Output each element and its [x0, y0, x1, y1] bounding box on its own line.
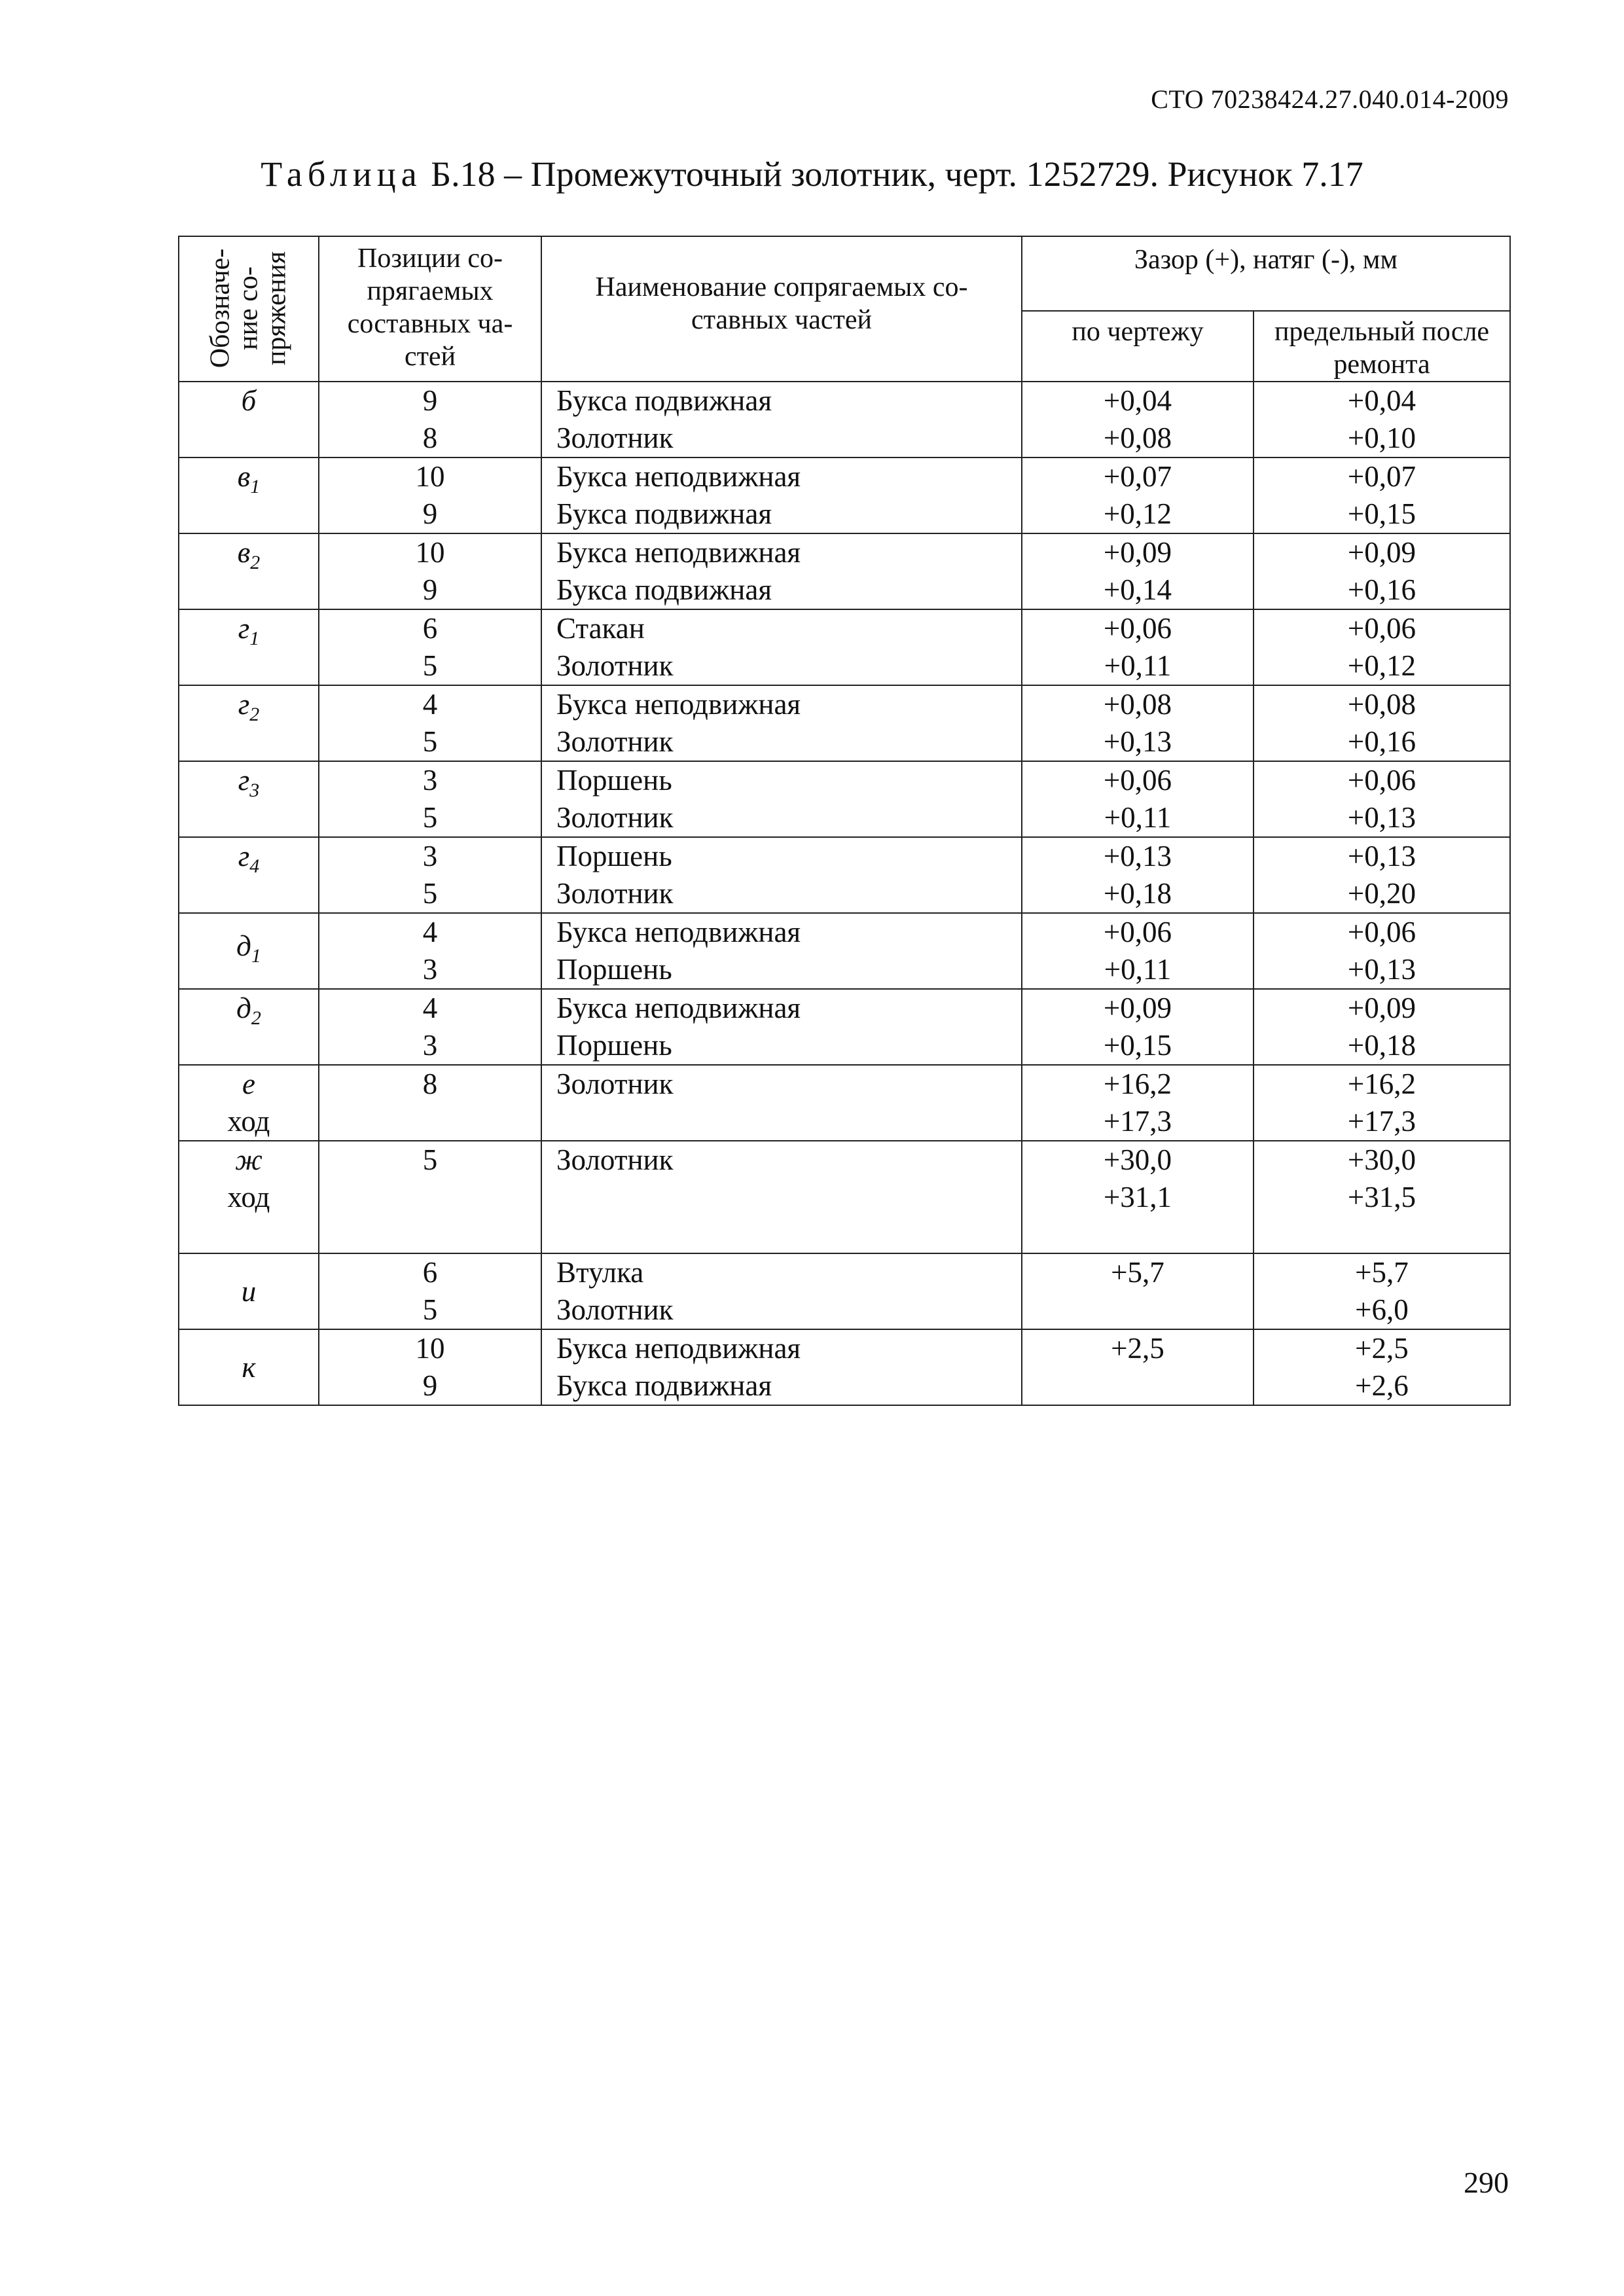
- gap-limit-line: +0,06: [1347, 764, 1416, 797]
- gap-by-drawing-cell: [1022, 533, 1254, 609]
- designation-cell: [179, 1253, 319, 1329]
- designation-mark: и: [241, 1274, 257, 1308]
- part-name-cell: [541, 837, 1022, 913]
- gap-by-drawing-line: [1022, 1291, 1253, 1329]
- designation-subscript: 2: [250, 552, 261, 573]
- gap-limit-cell: [1254, 989, 1510, 1065]
- part-name-line: Букса неподвижная: [556, 460, 801, 493]
- part-name-cell: [541, 761, 1022, 837]
- position-line: 3: [422, 840, 438, 872]
- designation-subscript: 1: [250, 476, 261, 497]
- gap-by-drawing-line: +17,3: [1103, 1105, 1172, 1138]
- gap-by-drawing-line: +0,14: [1103, 573, 1172, 606]
- table-row: [179, 989, 1510, 1065]
- designation-subscript: 1: [251, 945, 261, 967]
- gap-by-drawing-line: +0,08: [1103, 422, 1172, 454]
- part-name-cell: [541, 533, 1022, 609]
- gap-limit-line: +0,10: [1347, 422, 1416, 454]
- header-gap-group-text: Зазор (+), натяг (-), мм: [1134, 245, 1398, 275]
- part-name-cell: [541, 1253, 1022, 1329]
- header-limit: [1254, 311, 1510, 382]
- designation-cell: [179, 1329, 319, 1405]
- designation-cell: [179, 382, 319, 457]
- gap-by-drawing-line: +16,2: [1103, 1067, 1172, 1100]
- designation-cell: [179, 533, 319, 609]
- part-name-line: Поршень: [556, 953, 672, 986]
- position-cell: [319, 1065, 541, 1141]
- gap-limit-cell: [1254, 761, 1510, 837]
- gap-by-drawing-line: +5,7: [1111, 1256, 1164, 1289]
- designation-mark: г: [238, 764, 250, 797]
- table-row: [179, 761, 1510, 837]
- gap-limit-line: +0,13: [1347, 840, 1416, 872]
- position-line: 5: [422, 877, 438, 910]
- position-line: 5: [422, 725, 438, 758]
- gap-limit-cell: [1254, 837, 1510, 913]
- document-code: СТО 70238424.27.040.014-2009: [1151, 84, 1509, 114]
- gap-limit-line: +0,16: [1347, 725, 1416, 758]
- designation-subscript: 4: [249, 855, 260, 877]
- position-cell: [319, 685, 541, 761]
- gap-limit-line: +0,06: [1347, 612, 1416, 645]
- position-cell: [319, 1253, 541, 1329]
- gap-limit-line: +0,07: [1347, 460, 1416, 493]
- gap-by-drawing-cell: [1022, 1141, 1254, 1253]
- gap-by-drawing-line: +0,09: [1103, 536, 1172, 569]
- position-cell: [319, 913, 541, 989]
- table-title-text: Б.18 – Промежуточный золотник, черт. 1252729. Рисунок 7.17: [422, 154, 1363, 194]
- gap-by-drawing-line: +0,18: [1103, 877, 1172, 910]
- table-row: [179, 609, 1510, 685]
- part-name-line: Золотник: [556, 1067, 674, 1100]
- designation-cell: [179, 685, 319, 761]
- part-name-cell: [541, 382, 1022, 457]
- gap-by-drawing-cell: [1022, 837, 1254, 913]
- part-name-line: [556, 1103, 1021, 1140]
- part-name-line: Поршень: [556, 1029, 672, 1062]
- part-name-line: Букса подвижная: [556, 1369, 772, 1402]
- part-name-cell: [541, 1065, 1022, 1141]
- gap-by-drawing-line: +0,13: [1103, 840, 1172, 872]
- gap-by-drawing-line: +30,0: [1103, 1143, 1172, 1176]
- position-line: 3: [422, 953, 438, 986]
- gap-limit-line: +0,08: [1347, 688, 1416, 721]
- designation-mark: г: [238, 840, 250, 872]
- gap-by-drawing-line: +0,09: [1103, 992, 1172, 1024]
- designation-cell: [179, 1141, 319, 1253]
- gap-limit-line: +0,06: [1347, 916, 1416, 948]
- designation-mark: ж: [235, 1143, 262, 1176]
- table-row: [179, 457, 1510, 533]
- gap-by-drawing-cell: [1022, 761, 1254, 837]
- position-line: 4: [422, 916, 438, 948]
- gap-limit-line: +16,2: [1347, 1067, 1416, 1100]
- gap-by-drawing-cell: [1022, 1253, 1254, 1329]
- gap-limit-line: +0,04: [1347, 384, 1416, 417]
- position-line: 5: [422, 1143, 438, 1176]
- gap-by-drawing-cell: [1022, 457, 1254, 533]
- header-name: [541, 236, 1022, 382]
- position-line: 5: [422, 1293, 438, 1326]
- part-name-cell: [541, 685, 1022, 761]
- designation-mark: г: [238, 688, 250, 721]
- gap-by-drawing-line: +0,11: [1104, 649, 1172, 682]
- gap-by-drawing-line: +0,13: [1103, 725, 1172, 758]
- gap-by-drawing-cell: [1022, 685, 1254, 761]
- gap-by-drawing-line: +0,15: [1103, 1029, 1172, 1062]
- gap-by-drawing-line: +0,12: [1103, 497, 1172, 530]
- gap-limit-cell: [1254, 1065, 1510, 1141]
- position-cell: [319, 533, 541, 609]
- part-name-line: [556, 1179, 1021, 1216]
- position-line: [319, 1179, 541, 1216]
- part-name-line: Букса неподвижная: [556, 916, 801, 948]
- designation-mark: г: [238, 612, 250, 645]
- gap-by-drawing-cell: [1022, 989, 1254, 1065]
- gap-limit-line: +0,12: [1347, 649, 1416, 682]
- designation-cell: [179, 1065, 319, 1141]
- gap-limit-line: +0,15: [1347, 497, 1416, 530]
- clearance-table: [178, 236, 1511, 1406]
- gap-by-drawing-cell: [1022, 609, 1254, 685]
- position-line: 9: [422, 384, 438, 417]
- part-name-line: Золотник: [556, 422, 674, 454]
- gap-by-drawing-line: +0,11: [1104, 801, 1172, 834]
- designation-cell: [179, 913, 319, 989]
- header-designation-text: Обозначе-ние со-пряжения: [205, 248, 292, 368]
- position-line: 3: [422, 764, 438, 797]
- gap-by-drawing-cell: [1022, 1065, 1254, 1141]
- header-positions-text: Позиции со-прягаемых составных ча-стей: [347, 243, 513, 372]
- part-name-line: Золотник: [556, 649, 674, 682]
- gap-limit-cell: [1254, 913, 1510, 989]
- gap-limit-line: +0,16: [1347, 573, 1416, 606]
- part-name-line: Букса подвижная: [556, 497, 772, 530]
- position-line: 10: [415, 1332, 445, 1365]
- part-name-cell: [541, 609, 1022, 685]
- position-cell: [319, 1329, 541, 1405]
- gap-limit-cell: [1254, 457, 1510, 533]
- gap-limit-line: +0,20: [1347, 877, 1416, 910]
- table-body: [179, 382, 1510, 1405]
- part-name-line: Стакан: [556, 612, 645, 645]
- gap-limit-line: +0,09: [1347, 992, 1416, 1024]
- gap-by-drawing-line: +0,07: [1103, 460, 1172, 493]
- position-line: 5: [422, 801, 438, 834]
- position-line: 8: [422, 1067, 438, 1100]
- gap-by-drawing-line: [1022, 1367, 1253, 1405]
- gap-by-drawing-line: +0,08: [1103, 688, 1172, 721]
- gap-limit-line: +2,6: [1355, 1369, 1409, 1402]
- header-gap-group: [1022, 236, 1510, 311]
- position-line: 3: [422, 1029, 438, 1062]
- designation-subscript: 3: [249, 780, 260, 801]
- gap-limit-line: +6,0: [1355, 1293, 1409, 1326]
- position-cell: [319, 989, 541, 1065]
- position-line: 4: [422, 992, 438, 1024]
- gap-limit-cell: [1254, 685, 1510, 761]
- designation-mark: е: [242, 1067, 255, 1100]
- position-line: 6: [422, 612, 438, 645]
- part-name-line: Букса неподвижная: [556, 688, 801, 721]
- part-name-line: Букса подвижная: [556, 384, 772, 417]
- part-name-cell: [541, 989, 1022, 1065]
- part-name-line: Поршень: [556, 840, 672, 872]
- part-name-cell: [541, 1141, 1022, 1253]
- part-name-line: Золотник: [556, 1293, 674, 1326]
- header-limit-text: предельный после ремонта: [1274, 317, 1490, 380]
- designation-mark: б: [241, 384, 257, 417]
- part-name-line: Букса неподвижная: [556, 992, 801, 1024]
- gap-by-drawing-line: +0,04: [1103, 384, 1172, 417]
- header-positions: [319, 236, 541, 382]
- gap-limit-line: +17,3: [1347, 1105, 1416, 1138]
- gap-by-drawing-cell: [1022, 913, 1254, 989]
- part-name-line: Букса неподвижная: [556, 1332, 801, 1365]
- header-by-drawing-text: по чертежу: [1072, 317, 1204, 347]
- header-by-drawing: [1022, 311, 1254, 382]
- gap-limit-cell: [1254, 382, 1510, 457]
- designation-cell: [179, 761, 319, 837]
- part-name-cell: [541, 913, 1022, 989]
- table-row: [179, 533, 1510, 609]
- table-title-prefix: Таблица: [261, 154, 422, 194]
- designation-mark: д: [236, 929, 251, 962]
- position-line: 5: [422, 649, 438, 682]
- position-line: [319, 1103, 541, 1140]
- table-row: [179, 1329, 1510, 1405]
- part-name-cell: [541, 457, 1022, 533]
- position-line: 9: [422, 497, 438, 530]
- part-name-line: Золотник: [556, 801, 674, 834]
- designation-cell: [179, 989, 319, 1065]
- page-number: 290: [1464, 2166, 1509, 2199]
- gap-limit-cell: [1254, 1253, 1510, 1329]
- part-name-line: Поршень: [556, 764, 672, 797]
- table-row: [179, 837, 1510, 913]
- part-name-line: Золотник: [556, 725, 674, 758]
- gap-limit-line: +30,0: [1347, 1143, 1416, 1176]
- position-line: 4: [422, 688, 438, 721]
- table-title: [0, 154, 1624, 194]
- table-row: [179, 382, 1510, 457]
- part-name-line: Золотник: [556, 877, 674, 910]
- designation-subscript: 2: [251, 1007, 261, 1029]
- part-name-line: Букса неподвижная: [556, 536, 801, 569]
- designation-mark: д: [236, 992, 251, 1024]
- gap-limit-line: +0,18: [1347, 1029, 1416, 1062]
- header-name-text: Наименование сопрягаемых со-ставных частей: [595, 272, 968, 335]
- gap-limit-line: +5,7: [1355, 1256, 1409, 1289]
- gap-limit-line: +31,5: [1347, 1181, 1416, 1213]
- position-line: 6: [422, 1256, 438, 1289]
- gap-limit-line: +0,09: [1347, 536, 1416, 569]
- position-cell: [319, 457, 541, 533]
- designation-subscript: 2: [249, 704, 260, 725]
- designation-mark: в: [237, 460, 251, 493]
- table-row: [179, 1253, 1510, 1329]
- position-line: 10: [415, 536, 445, 569]
- position-line: 9: [422, 573, 438, 606]
- designation-subscript: 1: [249, 628, 260, 649]
- gap-by-drawing-line: +2,5: [1111, 1332, 1164, 1365]
- gap-by-drawing-line: +0,11: [1104, 953, 1172, 986]
- position-line: 8: [422, 422, 438, 454]
- gap-by-drawing-cell: [1022, 382, 1254, 457]
- position-cell: [319, 837, 541, 913]
- designation-cell: [179, 457, 319, 533]
- header-designation: [179, 236, 319, 382]
- table-row: [179, 685, 1510, 761]
- table-row: [179, 1141, 1510, 1253]
- position-cell: [319, 382, 541, 457]
- designation-extra: ход: [227, 1105, 270, 1138]
- position-cell: [319, 1141, 541, 1253]
- table-row: [179, 1065, 1510, 1141]
- gap-limit-line: +0,13: [1347, 953, 1416, 986]
- gap-limit-line: +0,13: [1347, 801, 1416, 834]
- gap-by-drawing-cell: [1022, 1329, 1254, 1405]
- gap-by-drawing-line: +31,1: [1103, 1181, 1172, 1213]
- part-name-line: Золотник: [556, 1143, 674, 1176]
- gap-by-drawing-line: +0,06: [1103, 612, 1172, 645]
- gap-limit-cell: [1254, 1329, 1510, 1405]
- position-line: 9: [422, 1369, 438, 1402]
- designation-cell: [179, 837, 319, 913]
- part-name-line: Втулка: [556, 1256, 644, 1289]
- gap-limit-cell: [1254, 533, 1510, 609]
- position-line: 10: [415, 460, 445, 493]
- gap-by-drawing-line: +0,06: [1103, 764, 1172, 797]
- part-name-cell: [541, 1329, 1022, 1405]
- gap-by-drawing-line: +0,06: [1103, 916, 1172, 948]
- position-cell: [319, 609, 541, 685]
- designation-mark: к: [242, 1350, 256, 1384]
- gap-limit-cell: [1254, 609, 1510, 685]
- designation-cell: [179, 609, 319, 685]
- table-row: [179, 913, 1510, 989]
- gap-limit-line: +2,5: [1355, 1332, 1409, 1365]
- designation-extra: ход: [227, 1181, 270, 1213]
- position-cell: [319, 761, 541, 837]
- designation-mark: в: [237, 536, 251, 569]
- part-name-line: Букса подвижная: [556, 573, 772, 606]
- gap-limit-cell: [1254, 1141, 1510, 1253]
